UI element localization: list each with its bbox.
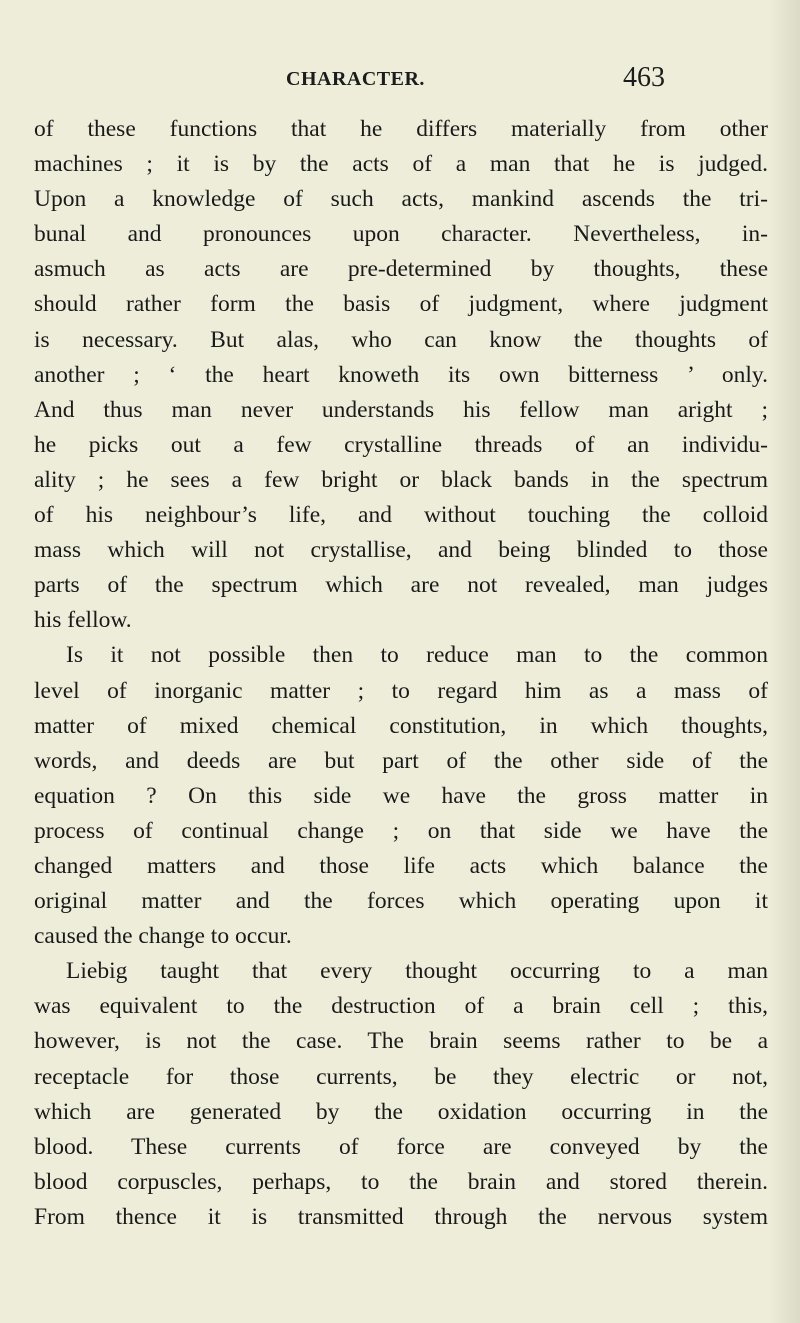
text-line: equation ? On this side we have the gross matter in — [34, 782, 768, 809]
text-line: Upon a knowledge of such acts, mankind ascends the tri- — [34, 186, 768, 213]
text-line: should rather form the basis of judgment, where judgment — [34, 291, 768, 318]
paragraph — [34, 954, 768, 1235]
text-line: words, and deeds are but part of the other side of the — [34, 747, 768, 774]
running-head: CHARACTER. — [286, 68, 425, 90]
text-line: Is it not possible then to reduce man to the common — [66, 642, 768, 669]
text-line: his fellow. — [34, 607, 132, 634]
body-text — [34, 112, 768, 1235]
text-line: of his neighbour’s life, and without touching the colloid — [34, 502, 768, 529]
text-line: receptacle for those currents, be they electric or not, — [34, 1063, 768, 1090]
text-line: of these functions that he differs materially from other — [34, 116, 768, 142]
text-line: however, is not the case. The brain seems rather to be a — [34, 1028, 768, 1055]
page-number: 463 — [623, 62, 665, 93]
text-line: ality ; he sees a few bright or black bands in the spectrum — [34, 466, 768, 493]
text-line: blood. These currents of force are conveyed by the — [34, 1133, 768, 1160]
text-line: process of continual change ; on that side we have the — [34, 817, 768, 844]
text-line: changed matters and those life acts which balance the — [34, 852, 768, 879]
paragraph — [34, 112, 768, 638]
paragraph — [34, 638, 768, 954]
text-line: is necessary. But alas, who can know the thoughts of — [34, 326, 768, 353]
text-line: parts of the spectrum which are not revealed, man judges — [34, 572, 768, 599]
text-line: bunal and pronounces upon character. Nevertheless, in- — [34, 221, 768, 248]
text-line: Liebig taught that every thought occurring to a man — [66, 958, 768, 985]
text-line: asmuch as acts are pre-determined by thoughts, these — [34, 256, 768, 283]
text-line: mass which will not crystallise, and being blinded to those — [34, 537, 768, 564]
text-line: he picks out a few crystalline threads of an individu- — [34, 431, 768, 458]
text-line: From thence it is transmitted through the nervous system — [34, 1203, 768, 1230]
text-line: another ; ‘ the heart knoweth its own bitterness ’ only. — [34, 361, 768, 388]
text-line: original matter and the forces which operating upon it — [34, 888, 768, 915]
text-line: machines ; it is by the acts of a man that he is judged. — [34, 151, 768, 178]
text-line: was equivalent to the destruction of a brain cell ; this, — [34, 993, 768, 1020]
text-line: blood corpuscles, perhaps, to the brain and stored therein. — [34, 1168, 768, 1195]
text-line: caused the change to occur. — [34, 923, 292, 950]
page-header — [0, 62, 800, 102]
text-line: which are generated by the oxidation occurring in the — [34, 1098, 768, 1125]
text-line: And thus man never understands his fellow man aright ; — [34, 396, 768, 423]
text-line: level of inorganic matter ; to regard him as a mass of — [34, 677, 768, 704]
text-line: matter of mixed chemical constitution, in which thoughts, — [34, 712, 768, 739]
